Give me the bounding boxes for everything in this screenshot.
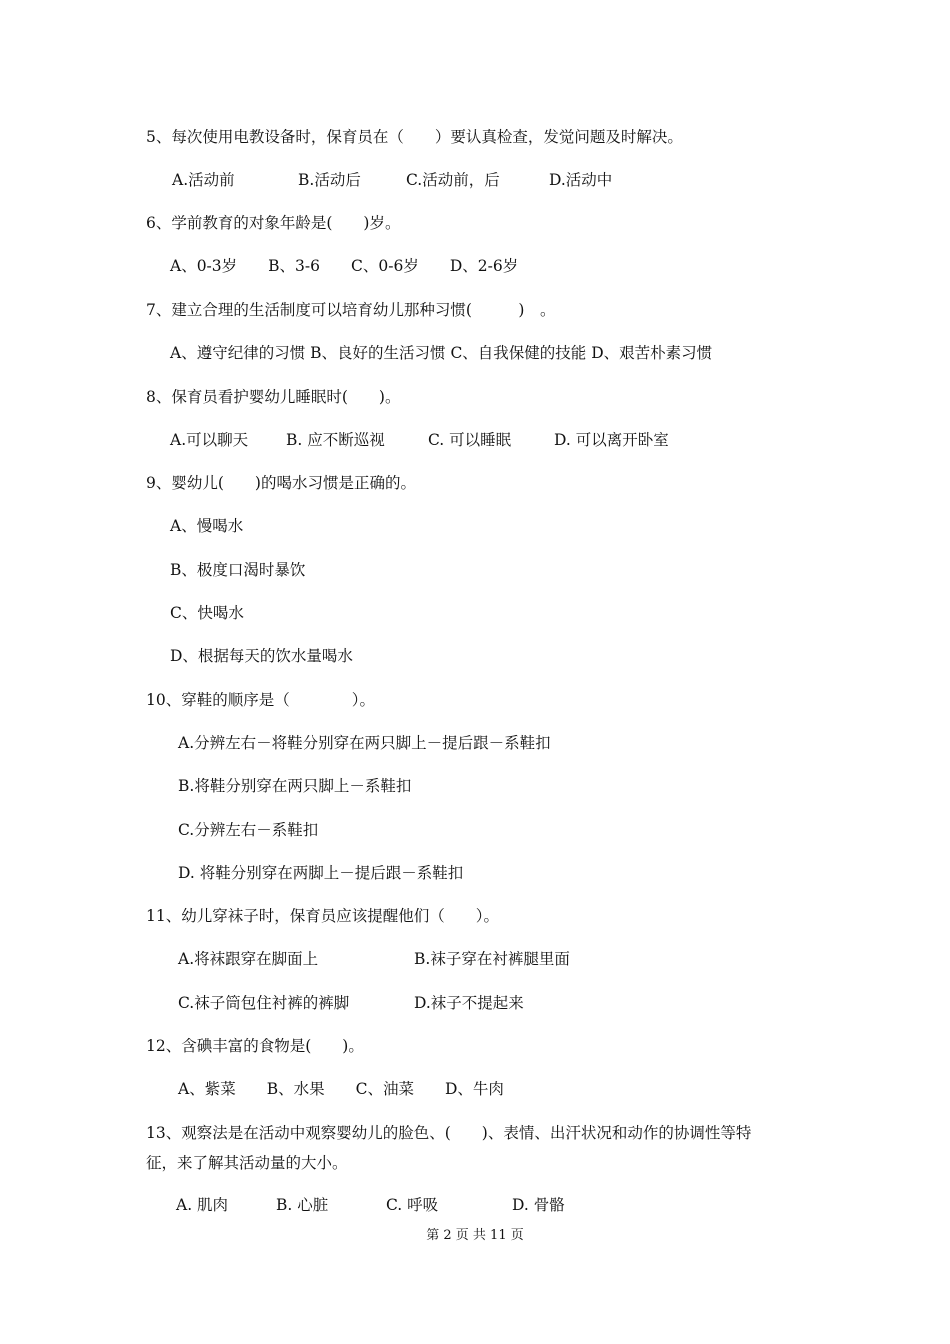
question-13-option-b: B. 心脏 [276, 1196, 329, 1214]
question-13-option-a: A. 肌肉 [176, 1196, 229, 1214]
question-8-option-b: B. 应不断巡视 [286, 431, 385, 449]
question-8-stem: 8、保育员看护婴幼儿睡眠时( )。 [146, 388, 401, 406]
question-8-option-d: D. 可以离开卧室 [554, 431, 669, 449]
question-5-option-a: A.活动前 [172, 171, 235, 189]
question-5-option-d: D.活动中 [549, 171, 613, 189]
question-9-option-d: D、根据每天的饮水量喝水 [170, 647, 353, 665]
question-6-options: A、0-3岁 B、3-6 C、0-6岁 D、2-6岁 [170, 257, 519, 275]
question-9-option-b: B、极度口渴时暴饮 [170, 561, 306, 579]
question-12-stem: 12、含碘丰富的食物是( )。 [146, 1037, 364, 1055]
question-12-options: A、紫菜 B、水果 C、油菜 D、牛肉 [178, 1080, 504, 1098]
question-13-stem-line-1: 13、观察法是在活动中观察婴幼儿的脸色、( )、表情、出汗状况和动作的协调性等特 [146, 1124, 752, 1142]
question-5-stem: 5、每次使用电教设备时，保育员在（ ）要认真检查，发觉问题及时解决。 [146, 128, 683, 146]
question-11-stem: 11、幼儿穿袜子时，保育员应该提醒他们（ ）。 [146, 907, 499, 925]
question-8-option-c: C. 可以睡眠 [428, 431, 512, 449]
question-7-stem: 7、建立合理的生活制度可以培育幼儿那种习惯( ) 。 [146, 301, 556, 319]
question-5-option-b: B.活动后 [298, 171, 361, 189]
question-10-option-b: B.将鞋分别穿在两只脚上－系鞋扣 [178, 777, 412, 795]
question-9-option-a: A、慢喝水 [170, 517, 244, 535]
question-10-option-d: D. 将鞋分别穿在两脚上－提后跟－系鞋扣 [178, 864, 464, 882]
question-10-option-c: C.分辨左右－系鞋扣 [178, 821, 319, 839]
question-13-stem-line-2: 征，来了解其活动量的大小。 [146, 1154, 348, 1172]
question-10-stem: 10、穿鞋的顺序是（ ）。 [146, 691, 375, 709]
question-11-option-b: B.袜子穿在衬裤腿里面 [414, 950, 570, 968]
page-number-footer: 第 2 页 共 11 页 [426, 1228, 524, 1243]
question-5-option-c: C.活动前，后 [406, 171, 500, 189]
question-9-stem: 9、婴幼儿( )的喝水习惯是正确的。 [146, 474, 416, 492]
question-13-option-d: D. 骨骼 [512, 1196, 565, 1214]
question-11-option-c: C.袜子筒包住衬裤的裤脚 [178, 994, 350, 1012]
question-9-option-c: C、快喝水 [170, 604, 244, 622]
question-8-option-a: A.可以聊天 [170, 431, 249, 449]
question-6-stem: 6、学前教育的对象年龄是( )岁。 [146, 214, 401, 232]
question-11-option-a: A.将袜跟穿在脚面上 [178, 950, 319, 968]
question-13-option-c: C. 呼吸 [386, 1196, 439, 1214]
question-7-options: A、遵守纪律的习惯 B、良好的生活习惯 C、自我保健的技能 D、艰苦朴素习惯 [170, 344, 713, 362]
question-11-option-d: D.袜子不提起来 [414, 994, 524, 1012]
question-10-option-a: A.分辨左右－将鞋分别穿在两只脚上－提后跟－系鞋扣 [178, 734, 551, 752]
